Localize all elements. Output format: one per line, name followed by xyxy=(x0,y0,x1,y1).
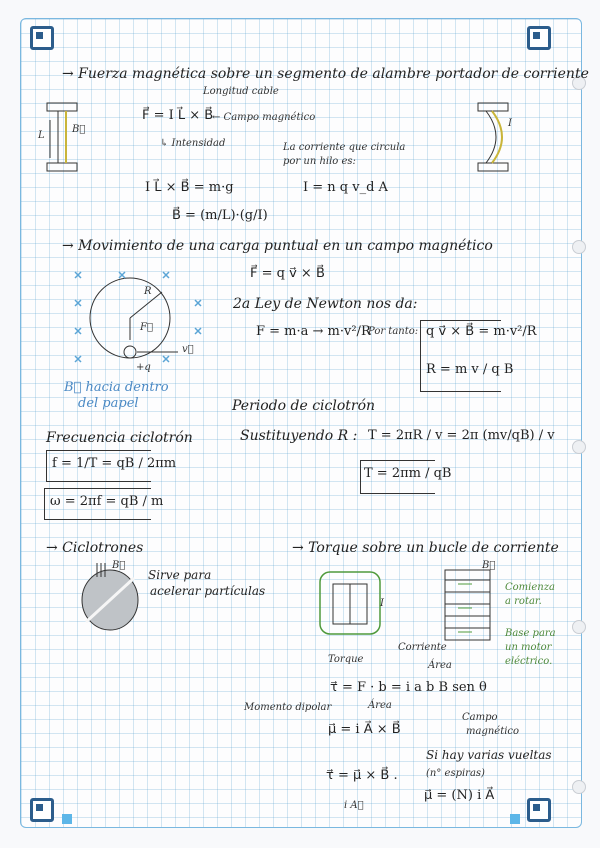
corriente-text-1: La corriente que circula xyxy=(283,142,406,153)
frequency-equation: f = 1/T = qB / 2πm xyxy=(52,456,177,471)
label-B-left: B⃗ xyxy=(72,124,86,135)
label-F: F⃗ xyxy=(140,322,153,333)
campo-label-2: magnético xyxy=(466,726,520,737)
coil-B-label: B⃗ xyxy=(482,560,496,571)
campo-label: ← Campo magnético xyxy=(212,112,316,123)
angular-bracket xyxy=(44,488,151,520)
torque-dipole-equation: τ⃗ = μ⃗ × B⃗ . xyxy=(326,768,398,783)
campo-label-1: Campo xyxy=(462,712,498,723)
period-bracket xyxy=(360,460,435,494)
label-I-right: I xyxy=(508,118,512,129)
label-L: L xyxy=(38,130,45,141)
period-equation: T = 2πR / v = 2π (mv/qB) / v xyxy=(368,428,555,443)
newton-text: 2a Ley de Newton nos da: xyxy=(233,296,418,312)
equation-current: I = n q v_d A xyxy=(303,180,388,195)
b-direction-note-1: B⃗ hacia dentro xyxy=(64,380,169,395)
force-formula: F⃗ = I L⃗ × B⃗ xyxy=(142,108,214,123)
section-title-periodo: Periodo de ciclotrón xyxy=(232,398,376,414)
b-direction-note-2: del papel xyxy=(78,396,139,411)
cyclotron-b-label: B⃗ xyxy=(112,560,126,571)
torque-label: Torque xyxy=(328,654,364,665)
wire-deflection-figure xyxy=(478,103,508,171)
area2-label: Área xyxy=(368,700,392,711)
dipole-equation: μ⃗ = i A⃗ × B⃗ xyxy=(328,722,401,737)
angular-frequency-equation: ω = 2πf = qB / m xyxy=(50,494,164,509)
multi-turn-equation: μ⃗ = (N) i A⃗ xyxy=(424,788,495,803)
section-title-frecuencia: Frecuencia ciclotrón xyxy=(46,430,193,446)
sirve-text-1: Sirve para xyxy=(148,568,212,582)
equation-b: B⃗ = (m/L)·(g/I) xyxy=(172,208,268,223)
section-title-fuerza: → Fuerza magnética sobre un segmento de alambre portador de corriente xyxy=(62,66,589,82)
momento-dipolar-label: Momento dipolar xyxy=(244,702,332,713)
newton-equation: F = m·a → m·v²/R xyxy=(256,324,371,339)
si-hay-text: Si hay varias vueltas xyxy=(426,748,552,762)
boxed-radius: R = m v / q B xyxy=(426,362,514,377)
equation-ilb: I L⃗ × B⃗ = m·g xyxy=(145,180,234,195)
boxed-force-balance: q v⃗ × B⃗ = m·v²/R xyxy=(426,324,537,339)
label-v: v⃗ xyxy=(182,344,194,355)
cyclotron-figure xyxy=(82,563,138,630)
espiras-label: (n° espiras) xyxy=(426,768,485,779)
wire-segment-figure xyxy=(47,103,77,171)
comienza-text-1: Comienza xyxy=(505,582,555,593)
label-R: R xyxy=(144,286,152,297)
mu-under-label: i A⃗ xyxy=(344,800,364,811)
result-bracket xyxy=(420,320,501,392)
base-text-3: eléctrico. xyxy=(505,656,553,667)
section-title-torque: → Torque sobre un bucle de corriente xyxy=(292,540,559,556)
label-q: +q xyxy=(136,362,151,373)
corriente-text-2: por un hilo es: xyxy=(283,156,356,167)
intensidad-label: ↳ Intensidad xyxy=(160,138,226,149)
longitud-label: Longitud cable xyxy=(203,86,279,97)
sirve-text-2: acelerar partículas xyxy=(150,584,266,598)
loop-I-label: I xyxy=(380,598,384,609)
corriente-label: Corriente xyxy=(398,642,447,653)
boxed-period: T = 2πm / qB xyxy=(364,466,452,481)
motor-coil-figure xyxy=(445,570,490,640)
frequency-bracket xyxy=(46,450,151,482)
area-label: Área xyxy=(428,660,452,671)
section-title-movimiento: → Movimiento de una carga puntual en un campo magnético xyxy=(62,238,493,254)
por-tanto-label: Por tanto: xyxy=(368,326,419,337)
base-text-2: un motor xyxy=(505,642,552,653)
base-text-1: Base para xyxy=(505,628,556,639)
current-loop-figure xyxy=(320,572,380,634)
torque-equation: τ⃗ = F · b = i a b B sen θ xyxy=(330,680,487,695)
section-title-ciclotrones: → Ciclotrones xyxy=(46,540,144,556)
sustituyendo-label: Sustituyendo R : xyxy=(240,428,358,444)
comienza-text-2: a rotar. xyxy=(505,596,542,607)
lorentz-formula: F⃗ = q v⃗ × B⃗ xyxy=(250,266,325,281)
